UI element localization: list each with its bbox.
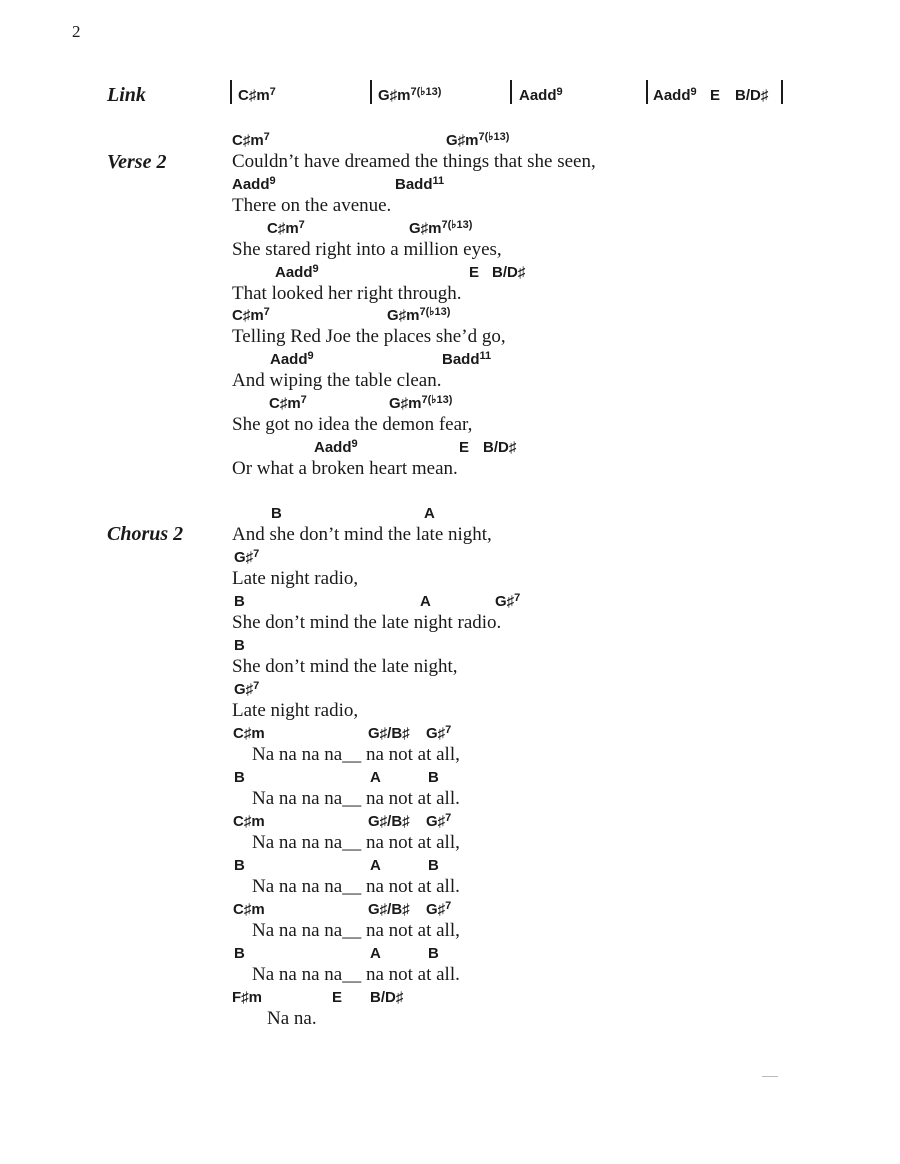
lyric-line: Late night radio, bbox=[232, 568, 359, 589]
chord: G♯/B♯ bbox=[368, 813, 410, 830]
chord: C♯m bbox=[233, 725, 265, 742]
section-label-link: Link bbox=[107, 84, 146, 106]
lyric-line: Na na. bbox=[267, 1008, 317, 1029]
chord: E bbox=[459, 439, 470, 456]
chord: B/D♯ bbox=[370, 989, 404, 1006]
chord: Aadd$^9$ bbox=[519, 86, 563, 104]
chord: F♯m bbox=[232, 989, 262, 1006]
lyric-line: Na na na na__ na not at all. bbox=[252, 788, 460, 809]
barline bbox=[510, 80, 512, 104]
lyric-line: And wiping the table clean. bbox=[232, 370, 442, 391]
lyric-line: And she don’t mind the late night, bbox=[232, 524, 492, 545]
page-edge-mark bbox=[762, 1076, 778, 1080]
chord: B bbox=[428, 769, 439, 786]
chord: G♯$^7$ bbox=[495, 592, 521, 610]
chord: $G♯m^{7(♭13)}$ bbox=[409, 219, 473, 237]
chord: Aadd$^9$ bbox=[653, 86, 697, 104]
chord: A bbox=[370, 945, 381, 962]
chord: $C♯m^7$ bbox=[267, 219, 305, 237]
barline bbox=[370, 80, 372, 104]
chord: $G♯m^{7(♭13)}$ bbox=[378, 86, 442, 104]
lyric-line: She don’t mind the late night radio. bbox=[232, 612, 502, 633]
chord: $G♯m^{7(♭13)}$ bbox=[387, 306, 451, 324]
chord: $C♯m^7$ bbox=[238, 86, 276, 104]
chord: G♯$^7$ bbox=[426, 724, 452, 742]
chord: $C♯m^7$ bbox=[269, 394, 307, 412]
chord: G♯$^7$ bbox=[234, 680, 260, 698]
chord: G♯$^7$ bbox=[426, 812, 452, 830]
chord: A bbox=[370, 857, 381, 874]
lyric-line: She don’t mind the late night, bbox=[232, 656, 458, 677]
chord: E bbox=[469, 264, 480, 281]
lyric-line: Na na na na__ na not at all, bbox=[252, 744, 460, 765]
chord: B bbox=[234, 945, 245, 962]
chord: B/D♯ bbox=[492, 264, 526, 281]
chord: $G♯m^{7(♭13)}$ bbox=[389, 394, 453, 412]
chord: B bbox=[234, 857, 245, 874]
lyric-line: She got no idea the demon fear, bbox=[232, 414, 473, 435]
chord: E bbox=[710, 87, 721, 104]
barline bbox=[781, 80, 783, 104]
barline bbox=[230, 80, 232, 104]
chord: Aadd$^9$ bbox=[275, 263, 319, 281]
lyric-line: She stared right into a million eyes, bbox=[232, 239, 502, 260]
chord: B bbox=[234, 769, 245, 786]
chord: B/D♯ bbox=[483, 439, 517, 456]
chord: $C♯m^7$ bbox=[232, 306, 270, 324]
section-label-verse-2: Verse 2 bbox=[107, 151, 167, 173]
chord: Aadd$^9$ bbox=[232, 175, 276, 193]
lyric-line: Telling Red Joe the places she’d go, bbox=[232, 326, 506, 347]
chord: B bbox=[234, 637, 245, 654]
chord: A bbox=[420, 593, 431, 610]
chord: G♯$^7$ bbox=[234, 548, 260, 566]
lyric-line: Na na na na__ na not at all. bbox=[252, 876, 460, 897]
chord: B/D♯ bbox=[735, 87, 769, 104]
lyric-line: That looked her right through. bbox=[232, 283, 462, 304]
chord: A bbox=[424, 505, 435, 522]
barline bbox=[646, 80, 648, 104]
chord: Badd$^{11}$ bbox=[442, 350, 492, 368]
lyric-line: Late night radio, bbox=[232, 700, 359, 721]
chord: G♯/B♯ bbox=[368, 901, 410, 918]
lyric-line: Na na na na__ na not at all, bbox=[252, 832, 460, 853]
chord: B bbox=[234, 593, 245, 610]
chord: E bbox=[332, 989, 343, 1006]
chord: B bbox=[271, 505, 282, 522]
lyric-line: Couldn’t have dreamed the things that she seen, bbox=[232, 151, 596, 172]
section-label-chorus-2: Chorus 2 bbox=[107, 523, 184, 545]
chord: Aadd$^9$ bbox=[270, 350, 314, 368]
chord: $C♯m^7$ bbox=[232, 131, 270, 149]
chord: B bbox=[428, 857, 439, 874]
chord: G♯/B♯ bbox=[368, 725, 410, 742]
chord: C♯m bbox=[233, 901, 265, 918]
chord: Aadd$^9$ bbox=[314, 438, 358, 456]
chord: C♯m bbox=[233, 813, 265, 830]
chord: $G♯m^{7(♭13)}$ bbox=[446, 131, 510, 149]
chord: Badd$^{11}$ bbox=[395, 175, 445, 193]
lyric-line: Na na na na__ na not at all, bbox=[252, 920, 460, 941]
lyric-line: Or what a broken heart mean. bbox=[232, 458, 458, 479]
lyric-line: There on the avenue. bbox=[232, 195, 392, 216]
chord: A bbox=[370, 769, 381, 786]
lyric-line: Na na na na__ na not at all. bbox=[252, 964, 460, 985]
chord: B bbox=[428, 945, 439, 962]
chord: G♯$^7$ bbox=[426, 900, 452, 918]
page-number: 2 bbox=[72, 22, 81, 41]
